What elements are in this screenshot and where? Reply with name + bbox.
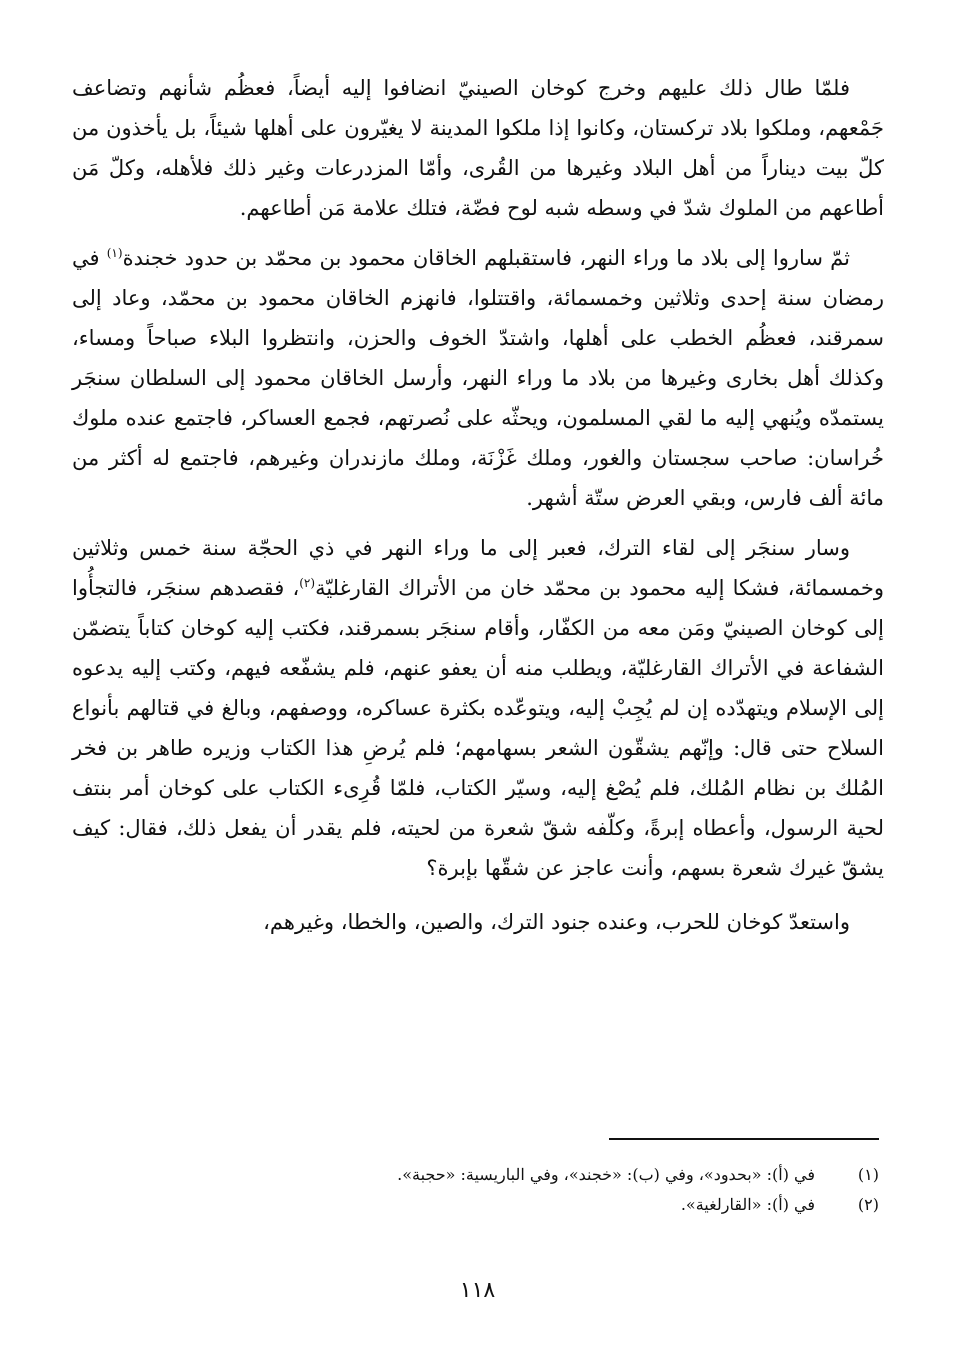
paragraph-2	[72, 238, 884, 518]
paragraph-3-part-1: وسار سنجَر إلى لقاء الترك، فعبر إلى ما وراء النهر في ذي الحجّة سنة خمس وثلاثين وخمسمائة، فشكا إليه محمود بن محمّد خان من الأتراك القارغليّة	[72, 536, 884, 600]
footnote-marker-2[interactable]: (٢)	[299, 576, 316, 590]
paragraph-4: واستعدّ كوخان للحرب، وعنده جنود الترك، والصين، والخطا، وغيرهم،	[263, 910, 850, 934]
paragraph-2-part-1: ثمّ ساروا إلى بلاد ما وراء النهر، فاستقبلهم الخاقان محمود بن محمّد بن حدود خجندة	[122, 246, 850, 270]
footnotes	[79, 1160, 879, 1220]
paragraph-1: فلمّا طال ذلك عليهم وخرج كوخان الصينيّ انضافوا إليه أيضاً، فعظُم شأنهم وتضاعف جَمْعهم، وملكوا بلاد تركستان، وكانوا إذا ملكوا المدينة لا يغيّرون على أهلها شيئاً، بل يأخذون من كلّ بيت ديناراً من أهل البلاد وغيرها من القُرى، وأمّا المزدرعات وغير ذلك فلأهله، وكلّ مَن أطاعهم من الملوك شدّ في وسطه شبه لوح فضّة، فتلك علامة مَن أطاعهم.	[72, 76, 885, 220]
footnote-divider	[609, 1138, 879, 1140]
paragraph-3-part-2: ، فقصدهم سنجَر، فالتجأُوا إلى كوخان الصينيّ ومَن معه من الكفّار، وأقام سنجَر بسمرقند، فكتب إليه كوخان كتاباً يتضمّن الشفاعة في الأتراك القارغليّة، ويطلب منه أن يعفو عنهم، فلم يشفّعه فيهم، وكتب إليه يدعوه إلى الإسلام ويتهدّده إن لم يُجِبْ إليه، ويتوعّده بكثرة عساكره، ووصفهم، وبالغ في قتالهم بأنواع السلاح حتى قال: وإنّهم يشقّون الشعر بسهامهم؛ فلم يُرضِ هذا الكتاب وزيره طاهر بن فخر المُلك بن نظام المُلك، فلم يُصْغ إليه، وسيّر الكتاب، فلمّا قُرِىء الكتاب على كوخان أمر بنتف لحية الرسول، وأعطاه إبرةً، وكلّفه شقّ شعرة من لحيته، فلم يقدر أن يفعل ذلك، فقال: كيف يشقّ غيرك شعرة بسهم، وأنت عاجز عن شقّها بإبرة؟	[72, 576, 884, 880]
footnote-2-number: (٢)	[857, 1195, 879, 1214]
footnote-2-text: في (أ): «القارلغية».	[680, 1195, 815, 1214]
paragraph-2-part-2: في رمضان سنة إحدى وثلاثين وخمسمائة، واقتتلوا، فانهزم الخاقان محمود بن محمّد، وعاد إلى سمرقند، فعظُم الخطب على أهلها، واشتدّ الخوف والحزن، وانتظروا البلاء صباحاً ومساء، وكذلك أهل بخارى وغيرها من بلاد ما وراء النهر، وأرسل الخاقان محمود إلى السلطان سنجَر يستمدّه ويُنهي إليه ما لقي المسلمون، ويحثّه على نُصرتهم، فجمع العساكر، فاجتمع عنده ملوك خُراسان: صاحب سجستان والغور، وملك غَزْنَة، وملك مازندران وغيرهم، فاجتمع له أكثر من مائة ألف فارس، وبقي العرض ستّة أشهر.	[72, 246, 884, 510]
paragraph-3	[72, 528, 884, 888]
footnote-1-number: (١)	[857, 1165, 879, 1184]
footnote-marker-1[interactable]: (١)	[106, 246, 123, 260]
page-number: ١١٨	[459, 1278, 496, 1303]
footnote-1	[79, 1160, 879, 1190]
footnote-1-text: في (أ): «بحدود»، وفي (ب): «خجند»، وفي الباريسية: «حجبة».	[397, 1165, 815, 1184]
footnote-2	[79, 1190, 879, 1220]
page-body	[72, 68, 884, 952]
